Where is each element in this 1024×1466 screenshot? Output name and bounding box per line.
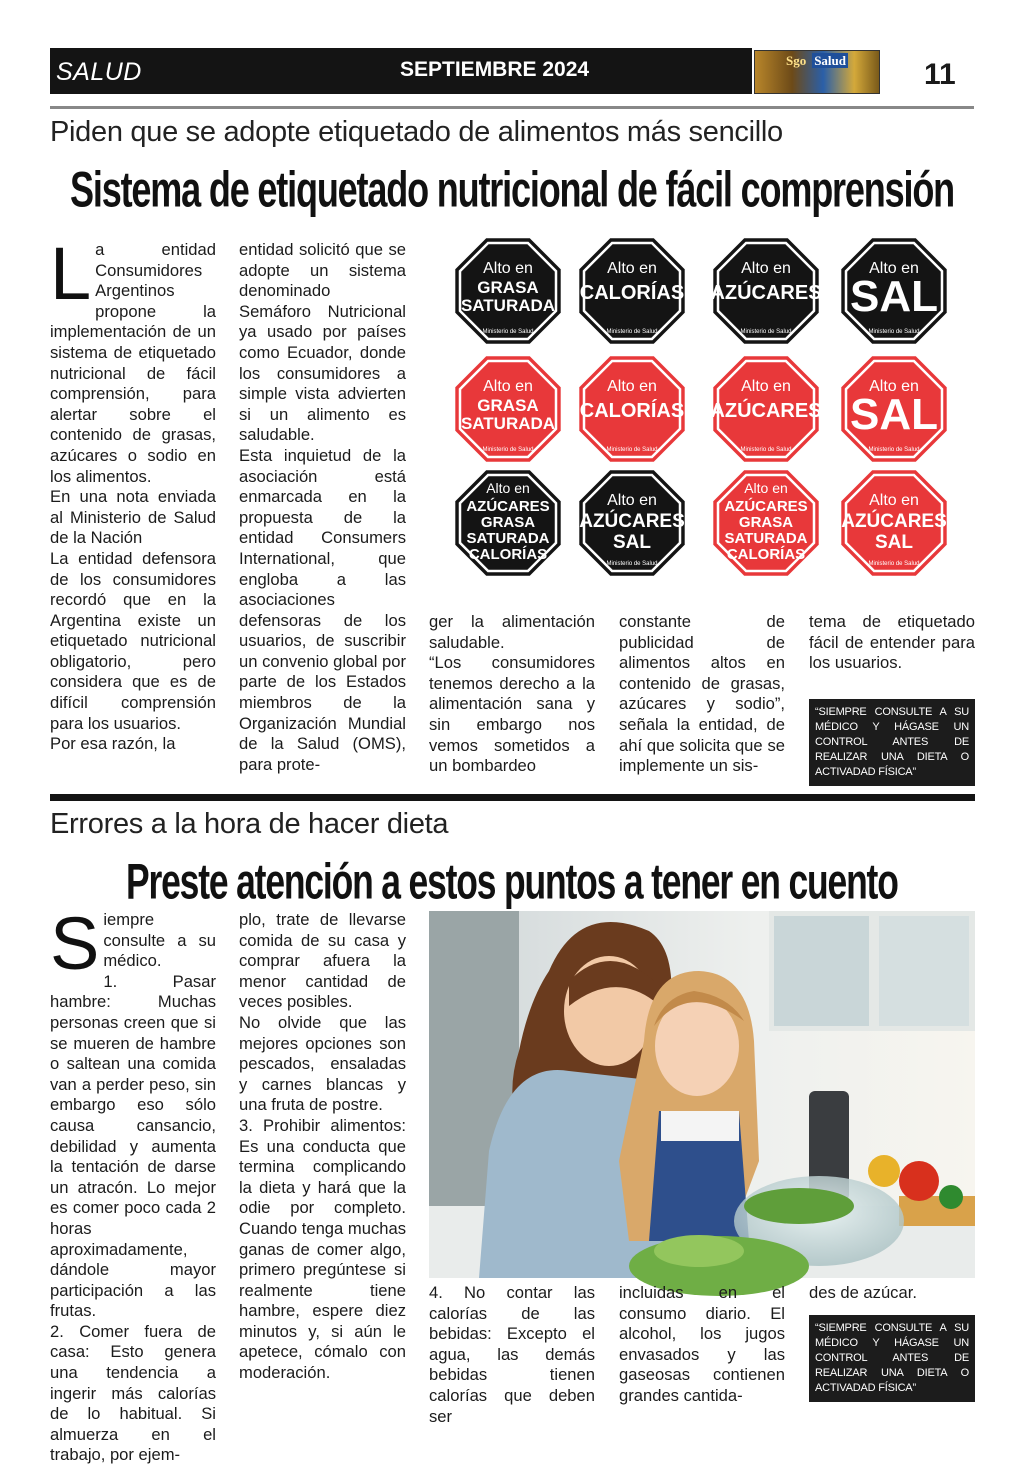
sign-ministry: Ministerio de Salud	[868, 561, 920, 567]
article2-column-4	[619, 1283, 785, 1407]
article2-col2-p3: 3. Prohibir alimentos: Es una conducta que termina complicando la dieta y hará que la odie por completo. Cuando tenga muchas ganas de comer algo, primero pregúntese si realmente tiene hambre, espere diez minutos y, si aún le apetece, cómalo con moderación.	[239, 1115, 406, 1383]
sign-alto-en: Alto en	[607, 492, 657, 509]
logo-word-salud: Salud	[814, 53, 847, 68]
sign-nutrient: GRASA	[480, 514, 536, 531]
warning-sign	[455, 470, 560, 575]
logo-word-sgo: Sgo	[785, 53, 807, 68]
article2-col2-p1: plo, trate de llevarse comida de su casa y comprar afuera la menor cantidad de veces posibles.	[239, 910, 406, 1012]
sign-alto-en: Alto en	[486, 480, 530, 496]
sign-alto-en: Alto en	[607, 378, 657, 395]
front-label-signs-graphic	[438, 234, 978, 580]
section-label: SALUD	[56, 58, 142, 86]
sign-alto-en: Alto en	[744, 480, 788, 496]
article1-col5-p1: tema de etiquetado fácil de entender para los usuarios.	[809, 612, 975, 673]
sign-nutrient: SAL	[875, 532, 913, 553]
article2-col1-p3: 2. Comer fuera de casa: Esto genera una tendencia a ingerir más calorías de lo habitual. Si almuerza en el trabajo, por ejem-	[50, 1321, 216, 1465]
sign-nutrient: SAL	[850, 390, 938, 439]
sign-nutrient: SAL	[613, 532, 651, 553]
article1-headline: Sistema de etiquetado nutricional de fácil comprensión	[70, 161, 955, 218]
warning-sign	[579, 356, 684, 461]
sign-nutrient: AZÚCARES	[466, 498, 550, 515]
sign-nutrient: CALORÍAS	[468, 546, 548, 563]
sign-ministry: Ministerio de Salud	[482, 447, 534, 453]
warning-sign	[841, 356, 946, 461]
article2-col2-p2: No olvide que las mejores opciones son pescados, ensaladas y carnes blancas y una fruta de postre.	[239, 1012, 406, 1115]
sign-alto-en: Alto en	[741, 260, 791, 277]
sign-nutrient: AZÚCARES	[710, 400, 822, 422]
warning-sign	[841, 238, 946, 343]
sign-nutrient: SATURADA	[460, 296, 556, 315]
article1-col3-p2: “Los consumidores tenemos derecho a la alimentación sana y sin embargo nos vemos sometidos a un bombardeo	[429, 653, 595, 776]
sign-alto-en: Alto en	[869, 260, 919, 277]
sign-nutrient: SATURADA	[460, 414, 556, 433]
sign-nutrient: GRASA	[477, 396, 539, 415]
sign-nutrient: CALORÍAS	[579, 282, 685, 304]
article2-column-5	[809, 1283, 975, 1304]
article1-column-1	[50, 232, 216, 755]
article2-column-3	[429, 1283, 595, 1427]
sign-nutrient: SAL	[850, 272, 938, 321]
sign-alto-en: Alto en	[869, 378, 919, 395]
warning-sign	[579, 470, 685, 575]
sign-ministry: Ministerio de Salud	[868, 447, 920, 453]
article1-dropcap: L	[50, 232, 92, 315]
sign-ministry: Ministerio de Salud	[740, 447, 792, 453]
article-divider	[50, 794, 975, 801]
article1-col2-p2: Esta inquietud de la asociación está enmarcada en la propuesta de la entidad Consumers International, que engloba a las asociaciones defensoras de los usuarios, de suscribir un convenio global por parte de los Estados miembros de la Organización Mundial de la Salud (OMS), para prote-	[239, 445, 406, 774]
article1-kicker: Piden que se adopte etiquetado de alimentos más sencillo	[50, 116, 783, 148]
sign-ministry: Ministerio de Salud	[740, 329, 792, 335]
warning-sign	[713, 470, 818, 575]
article2-kicker: Errores a la hora de hacer dieta	[50, 808, 449, 840]
article1-col1-p2: En una nota enviada al Ministerio de Salud de la Nación	[50, 487, 216, 548]
article1-column-4	[619, 612, 785, 777]
sign-nutrient: AZÚCARES	[724, 498, 808, 515]
warning-sign	[455, 238, 560, 343]
article2-pull-quote: “SIEMPRE CONSULTE A SU MÉDICO Y HÁGASE UN CONTROL ANTES DE REALIZAR UNA DIETA O ACTIVADAD FÍSICA”	[809, 1315, 975, 1402]
mother-daughter-salad-photo	[429, 911, 975, 1278]
sign-ministry: Ministerio de Salud	[606, 447, 658, 453]
publication-logo	[754, 50, 880, 94]
sign-nutrient: CALORÍAS	[726, 546, 806, 563]
warning-sign	[841, 470, 947, 575]
article1-column-2	[239, 240, 406, 775]
page-number: 11	[924, 58, 956, 91]
article1-pull-quote: “SIEMPRE CONSULTE A SU MÉDICO Y HÁGASE UN CONTROL ANTES DE REALIZAR UNA DIETA O ACTIVADAD FÍSICA”	[809, 699, 975, 786]
article2-dropcap: S	[50, 902, 100, 985]
sign-nutrient: AZÚCARES	[841, 511, 947, 532]
article1-col1-p4: Por esa razón, la	[50, 734, 176, 754]
article1-column-5	[809, 612, 975, 674]
article2-col5-p1: des de azúcar.	[809, 1283, 917, 1302]
sign-alto-en: Alto en	[741, 378, 791, 395]
sign-nutrient: AZÚCARES	[710, 282, 822, 304]
warning-sign	[710, 238, 821, 343]
sign-ministry: Ministerio de Salud	[606, 561, 658, 567]
sign-ministry: Ministerio de Salud	[482, 329, 534, 335]
article2-col1-p2: 1. Pasar hambre: Muchas personas creen que si se mueren de hambre o saltean una comida van a perder peso, sin embargo eso sólo causa cansancio, debilidad y aumenta la tentación de darse un atracón. Lo mejor es comer poco cada 2 horas aproximadamente, dándole mayor participación a las frutas.	[50, 971, 216, 1321]
sign-alto-en: Alto en	[869, 492, 919, 509]
sign-ministry: Ministerio de Salud	[868, 329, 920, 335]
article1-col3-p1: ger la alimentación saludable.	[429, 612, 595, 652]
warning-sign	[579, 238, 684, 343]
article2-col4-p1: incluidas en el consumo diario. El alcohol, los jugos envasados y las gaseosas contienen grandes cantida-	[619, 1283, 785, 1405]
issue-date: SEPTIEMBRE 2024	[400, 58, 590, 81]
article1-col1-lead: a entidad Consumidores Argentinos propone la implementación de un sistema de etiquetado nutricional de fácil comprensión, para alertar sobre el contenido de grasas, azúcares o sodio en los alimentos.	[50, 240, 216, 486]
article1-col2-p1: entidad solicitó que se adopte un sistema denominado Semáforo Nutricional ya usado por países como Ecuador, donde los consumidores a simple vista advierten si un alimento es saludable.	[239, 240, 406, 445]
article1-col1-p3: La entidad defensora de los consumidores recordó que en la Argentina existe un etiquetado nutricional obligatorio, pero considera que es de difícil comprensión para los usuarios.	[50, 548, 216, 733]
sign-alto-en: Alto en	[483, 378, 533, 395]
sign-nutrient: SATURADA	[466, 530, 550, 547]
sign-alto-en: Alto en	[483, 260, 533, 277]
sign-nutrient: SATURADA	[724, 530, 808, 547]
sign-nutrient: GRASA	[738, 514, 794, 531]
warning-sign	[710, 356, 821, 461]
article1-column-3	[429, 612, 595, 777]
article2-col1-lead: iempre consulte a su médico.	[103, 910, 216, 971]
sign-nutrient: AZÚCARES	[579, 511, 685, 532]
article2-col3-p1: 4. No contar las calorías de las bebidas: Excepto el agua, las demás bebidas tienen calorías que deben ser	[429, 1283, 595, 1426]
article2-headline: Preste atención a estos puntos a tener en cuento	[126, 853, 898, 910]
sign-nutrient: CALORÍAS	[579, 400, 685, 422]
warning-sign	[455, 356, 560, 461]
sign-alto-en: Alto en	[607, 260, 657, 277]
header-rule	[50, 106, 974, 109]
article2-column-2	[239, 910, 406, 1384]
sign-nutrient: GRASA	[477, 278, 539, 297]
sign-ministry: Ministerio de Salud	[606, 329, 658, 335]
article2-column-1	[50, 902, 216, 1466]
article1-col4-p1: constante de publicidad de alimentos altos en contenido de grasas, azúcares y sodio”, señala la entidad, de ahí que solicita que se implemente un sis-	[619, 612, 785, 776]
